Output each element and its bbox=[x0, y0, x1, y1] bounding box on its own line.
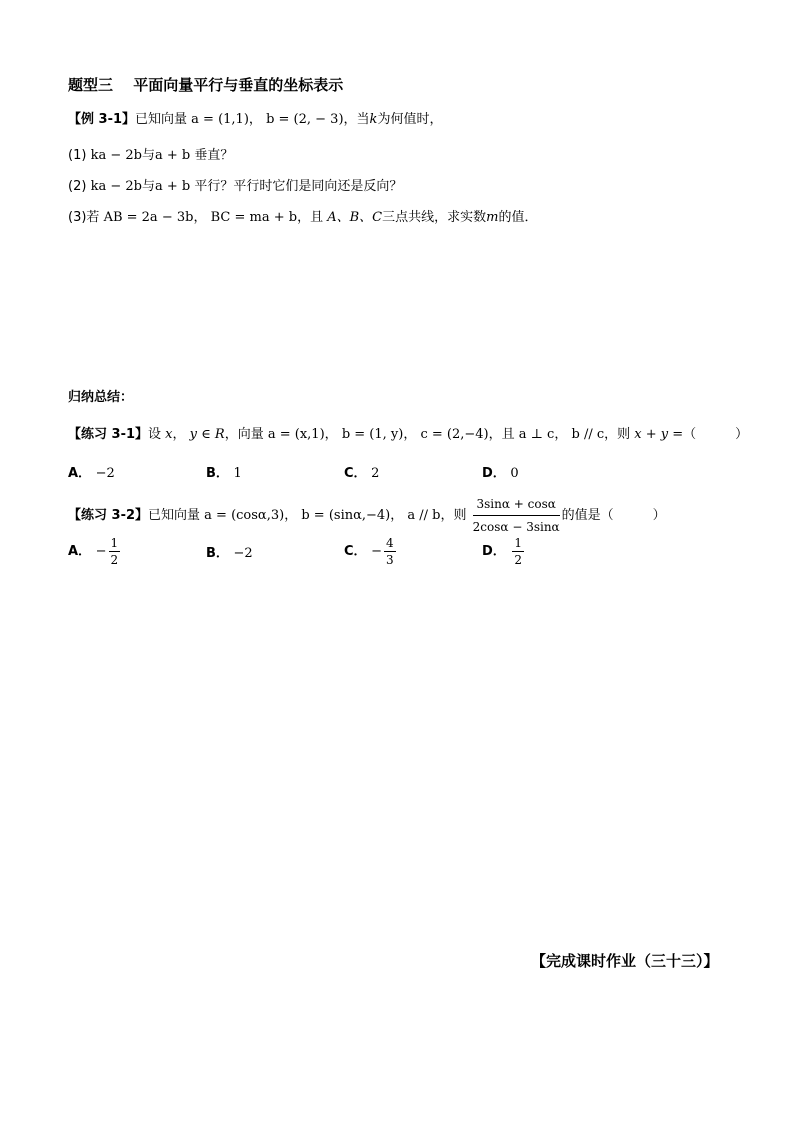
var-m: m bbox=[486, 210, 499, 225]
parallel-condition: b // c bbox=[571, 427, 605, 442]
question-number: (3)若 bbox=[68, 210, 100, 225]
practice-tag: 【练习 3-2】 bbox=[68, 508, 149, 523]
practice-3-1-choice-a[interactable]: A． −2 bbox=[68, 466, 115, 481]
question-end: 的值． bbox=[498, 210, 538, 225]
homework-reminder: 【完成课时作业（三十三）】 bbox=[531, 952, 719, 970]
separator: ， bbox=[248, 112, 262, 127]
stem-text: 的值是（ ） bbox=[561, 508, 666, 523]
example-3-1-stem bbox=[68, 110, 442, 130]
expression-2: a + b bbox=[154, 179, 191, 194]
separator: ， bbox=[390, 508, 404, 523]
separator: ， bbox=[172, 427, 186, 442]
question-tail: 垂直？ bbox=[194, 148, 234, 163]
vector-b-def: b = (1, y) bbox=[341, 427, 404, 442]
expression-2: a + b bbox=[154, 148, 191, 163]
perpendicular-condition: a ⊥ c bbox=[518, 427, 555, 442]
var-k: k bbox=[369, 112, 378, 127]
stem-text: ，且 bbox=[488, 427, 515, 442]
parallel-condition: a // b bbox=[407, 508, 441, 523]
example-tag: 【例 3-1】 bbox=[68, 112, 136, 127]
y-in-r: y ∈ R bbox=[189, 427, 225, 442]
vector-b-def: b = (sinα,−4) bbox=[301, 508, 391, 523]
vector-a-def: a = (cosα,3) bbox=[204, 508, 285, 523]
vector-a-def: a = (x,1) bbox=[267, 427, 325, 442]
question-tail: 三点共线，求实数 bbox=[382, 210, 487, 225]
expression-1: ka − 2b bbox=[90, 148, 142, 163]
stem-text: 设 bbox=[148, 427, 162, 442]
vector-ab-def: AB = 2a − 3b bbox=[103, 210, 194, 225]
separator: ， bbox=[324, 427, 338, 442]
question-1 bbox=[68, 146, 233, 166]
example-ask-2: 为何值时， bbox=[377, 112, 443, 127]
answer-blank: （ ） bbox=[683, 427, 749, 442]
question-number: (2) bbox=[68, 179, 87, 194]
sum-expression: x + y = bbox=[634, 427, 684, 442]
question-2 bbox=[68, 177, 402, 197]
question-tail: 平行？平行时它们是同向还是反向？ bbox=[194, 179, 403, 194]
practice-tag: 【练习 3-1】 bbox=[68, 427, 149, 442]
practice-3-2-choice-a[interactable]: A． − $\frac{1}{2}$ bbox=[68, 536, 119, 567]
vector-b-def: b = (2, − 3) bbox=[266, 112, 344, 127]
connector: 与 bbox=[141, 148, 155, 163]
vector-a-def: a = (1,1) bbox=[191, 112, 249, 127]
question-3 bbox=[68, 208, 537, 228]
practice-3-1-choice-d[interactable]: D． 0 bbox=[482, 466, 519, 481]
stem-text: ，则 bbox=[604, 427, 631, 442]
points-abc: A、B、C bbox=[327, 210, 383, 225]
separator: ， bbox=[554, 427, 568, 442]
vector-bc-def: BC = ma + b bbox=[210, 210, 298, 225]
trig-fraction: $\frac{3\sin\alpha + \cos\alpha}{2\cos\alpha - 3\sin\alpha}$ bbox=[473, 494, 560, 537]
connector: ，且 bbox=[297, 210, 324, 225]
example-ask: ，当 bbox=[343, 112, 370, 127]
stem-text: ，则 bbox=[440, 508, 467, 523]
separator: ， bbox=[193, 210, 207, 225]
expression-1: ka − 2b bbox=[90, 179, 142, 194]
practice-3-1-choice-b[interactable]: B． 1 bbox=[206, 466, 242, 481]
var-x: x bbox=[165, 427, 173, 442]
stem-text: 已知向量 bbox=[148, 508, 201, 523]
practice-3-1-stem bbox=[68, 425, 748, 445]
example-intro: 已知向量 bbox=[135, 112, 188, 127]
question-number: (1) bbox=[68, 148, 87, 163]
practice-3-1-choice-c[interactable]: C． 2 bbox=[344, 466, 380, 481]
practice-3-2-choice-c[interactable]: C． − $\frac{4}{3}$ bbox=[344, 536, 394, 567]
connector: 与 bbox=[141, 179, 155, 194]
vector-c-def: c = (2,−4) bbox=[420, 427, 489, 442]
separator: ， bbox=[284, 508, 298, 523]
stem-text: ，向量 bbox=[224, 427, 264, 442]
practice-3-2-choice-b[interactable]: B． −2 bbox=[206, 546, 253, 561]
section-title: 题型三 平面向量平行与垂直的坐标表示 bbox=[68, 76, 344, 94]
separator: ， bbox=[403, 427, 417, 442]
summary-label: 归纳总结： bbox=[68, 390, 134, 405]
practice-3-2-stem bbox=[68, 494, 666, 537]
practice-3-2-choice-d[interactable]: D． $\frac{1}{2}$ bbox=[482, 536, 522, 567]
